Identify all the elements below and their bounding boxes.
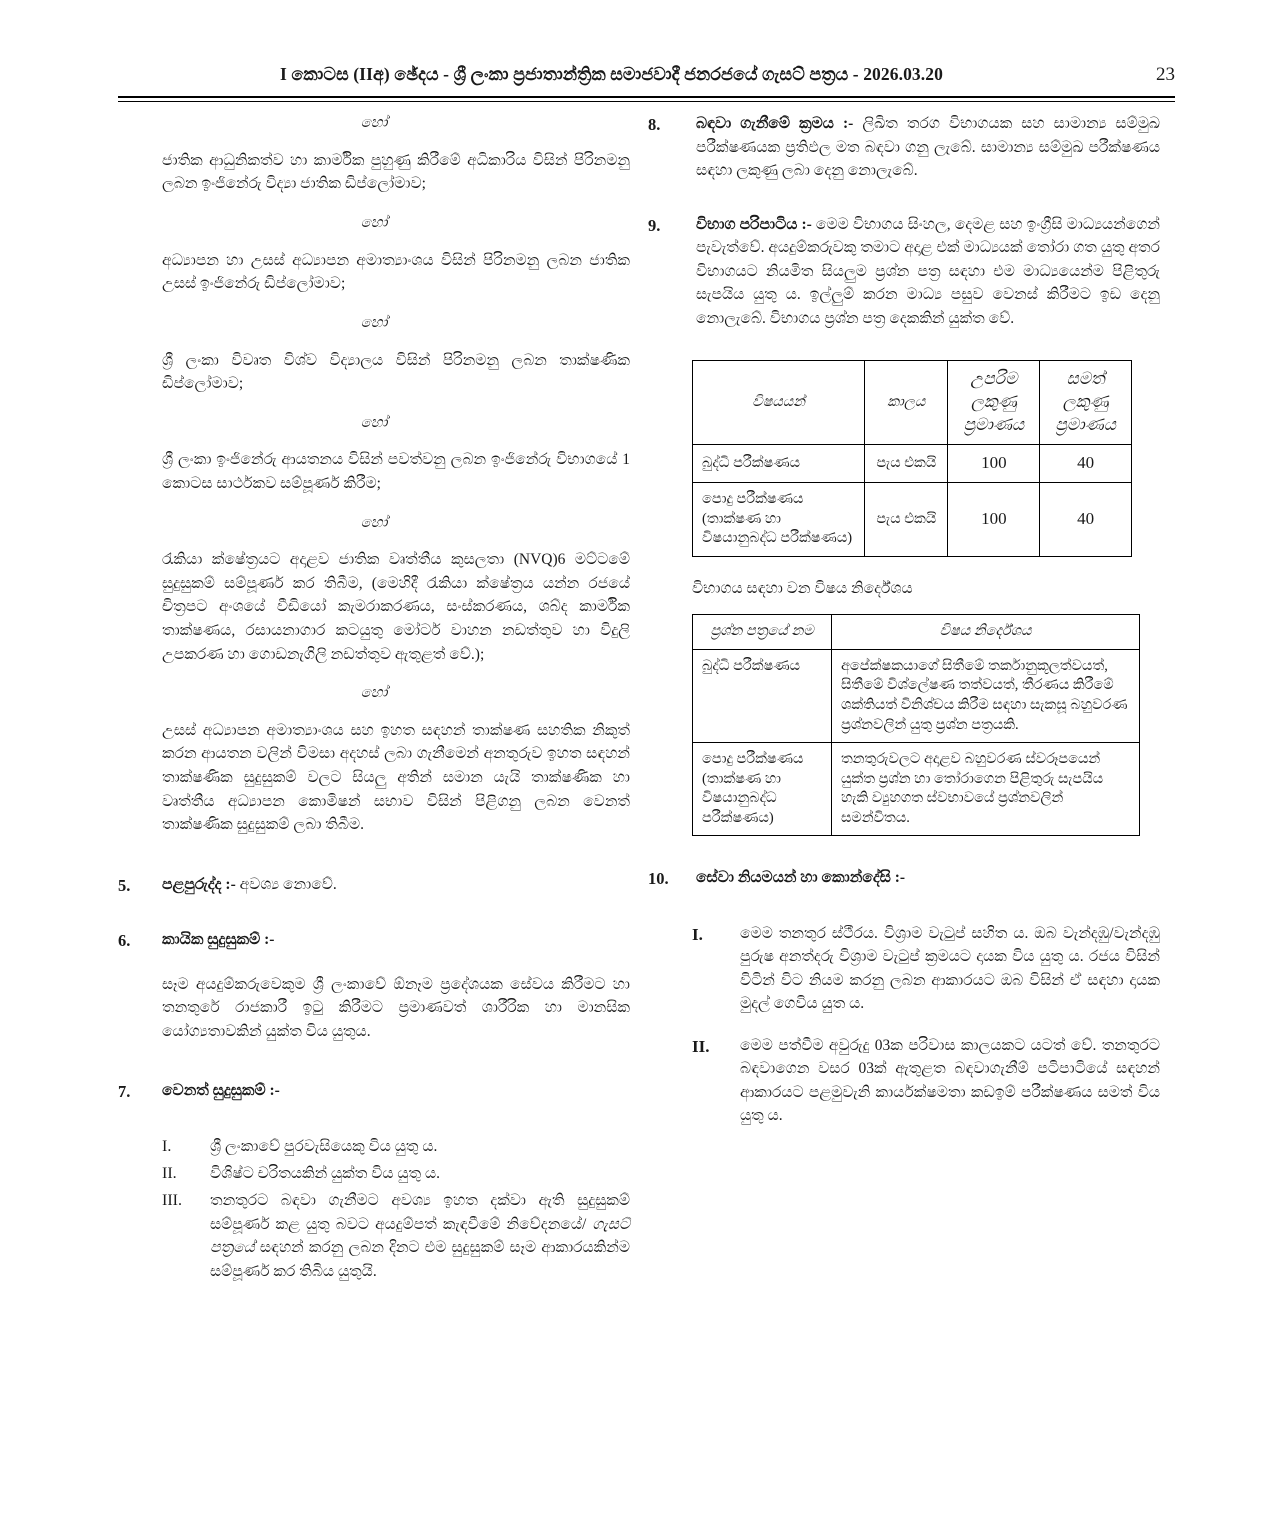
section-5-number: 5. — [118, 875, 131, 895]
qualification-paragraph-4: ශ්‍රී ලංකා ඉංජිනේරු ආයතනය විසින් පවත්වනු ලබන ඉංජිනේරු විභාගයේ 1 කොටස සාර්ථකව සම්පූර්ණ කිරීම; — [162, 451, 630, 493]
table-header-row — [693, 361, 1132, 445]
section-6-heading — [162, 928, 630, 952]
list-item — [648, 1034, 1160, 1128]
column-header-syllabus: විෂය නිර්දේශය — [832, 615, 1140, 650]
section-6-label: කායික සුදුසුකම් :- — [162, 930, 275, 948]
section-9-label: විභාග පරිපාටිය :- — [696, 215, 812, 233]
page-number: 23 — [1156, 64, 1175, 85]
list-item — [648, 922, 1160, 1016]
list-item — [118, 1189, 630, 1283]
table-row — [693, 445, 1132, 483]
spacer — [118, 963, 630, 973]
table-row — [693, 649, 1140, 742]
qualification-paragraph-6: උසස් අධ්‍යාපන අමාත්‍යාංශය සහ ඉහත සඳහන් තාක්ෂණ සහතික නිකුත් කරන ආයතන වලින් විමසා අදහස් ලබා ගැනීමෙන් අනතුරුව ඉහත සඳහන් තාක්ෂණික සුදුසුකම් වලට සියලු අතින් සමාන යැයි තාක්ෂණික හා වෘත්තීය අධ්‍යාපන කොමිෂන් සභාව විසින් පිළිගනු ලබන වෙනත් තාක්ෂණික සුදුසුකම් ලබා තිබීම. — [162, 721, 630, 834]
or-separator-5: හෝ — [360, 514, 388, 531]
list-item-numeral: I. — [162, 1137, 172, 1155]
cell-duration: පැය එකයි — [865, 445, 948, 483]
list-item-text-part2: සඳහන් කරනු ලබන දිනට එම සුදුසුකම් සෑම ආකාරයකින්ම සම්පූර්ණ කර තිබිය යුතුයි. — [210, 1239, 631, 1280]
spacer — [118, 1059, 630, 1079]
section-7-label: වෙනත් සුදුසුකම් :- — [162, 1082, 280, 1100]
or-separator-4: හෝ — [360, 414, 388, 431]
list-item-text — [210, 1189, 630, 1283]
spacer — [648, 193, 1160, 213]
cell-pass-marks: 40 — [1040, 483, 1132, 557]
section-7-heading — [162, 1079, 630, 1103]
list-item-text: මෙම තනතුර ස්ථීරය. විශ්‍රාම වැටුප් සහිත ය. ඔබ වැන්දඹු/වැන්දඹු පුරුෂ අනත්දරු විශ්‍රාම වැටුප් ක්‍රමයට දායක විය යුතු ය. රජය විසින් විටින් විට නියම කරනු ලබන ආකාරයට ඔබ විසින් ඒ සඳහා දායක මුදල් ගෙවිය යුත ය. — [740, 924, 1160, 1013]
spacer — [648, 340, 1160, 360]
table-row — [693, 483, 1132, 557]
list-item-numeral: II. — [162, 1164, 177, 1182]
section-8-text: ලිඛිත තරග විභාගයක සහ සාමාන්‍ය සම්මුඛ පරීක්ෂණයක ප්‍රතිඵල මත බඳවා ගනු ලැබේ. සාමාන්‍ය සම්මුඛ පරීක්ෂණය සඳහා ලකුණු ලබා දෙනු නොලැබේ. — [696, 115, 1161, 180]
cell-subject: පොදු පරීක්ෂණය (තාක්ෂණ හා විෂයානුබද්ධ පරීක්ෂණය) — [693, 483, 865, 557]
cell-subject: බුද්ධි පරීක්ෂණය — [693, 445, 865, 483]
spacer — [118, 908, 630, 928]
cell-syllabus: තනතුරුවලට අදාළව බහුවරණ ස්වරූපයෙන් යුක්ත ප්‍රශ්න හා තෝරාගෙන පිළිතුරු සැපයිය හැකි ව්‍යුහගත ස්වභාවයේ ප්‍රශ්නවලින් සමන්විතය. — [832, 743, 1140, 836]
spacer — [118, 1115, 630, 1135]
section-8-recruitment-method — [648, 112, 1160, 183]
section-6-number: 6. — [118, 930, 131, 950]
exam-marks-table — [692, 360, 1132, 556]
column-header-pass-marks: සමත් ලකුණු ප්‍රමාණය — [1040, 361, 1132, 445]
column-header-duration: කාලය — [865, 361, 948, 445]
section-8-body — [696, 112, 1160, 183]
spacer — [648, 836, 1160, 866]
section-8-number: 8. — [648, 115, 661, 134]
list-item-text: මෙම පත්වීම අවුරුදු 03ක පරිවාස කාලයකට යටත් වේ. තනතුරට බඳවාගෙන වසර 03ක් ඇතුළත බඳවාගැනීම් පටිපාටියේ සඳහන් ආකාරයට පළමුවැනි කාර්යක්ෂමතා කඩඉම් පරීක්ෂණය සමත් විය යුතු ය. — [740, 1036, 1160, 1125]
list-item-text: ශ්‍රී ලංකාවේ පුරවැසියෙකු විය යුතු ය. — [210, 1137, 438, 1155]
column-header-subjects: විෂයයන් — [693, 361, 865, 445]
section-5-label: පළපුරුද්ද :- — [162, 875, 236, 893]
section-7-number: 7. — [118, 1082, 131, 1102]
left-column — [118, 112, 630, 1286]
list-item-numeral: I. — [692, 924, 703, 944]
cell-duration: පැය එකයි — [865, 483, 948, 557]
cell-pass-marks: 40 — [1040, 445, 1132, 483]
section-9-text: මෙම විභාගය සිංහල, දෙමළ සහ ඉංග්‍රීසි මාධ්‍යයන්ගෙන් පැවැත්වේ. අයදුම්කරුවකු තමාට අදාළ එක් මාධ්‍යයක් තෝරා ගත යුතු අතර විභාගයට නියමිත සියලුම ප්‍රශ්න පත්‍ර සඳහා එම මාධ්‍යයෙන්ම පිළිතුරු සැපයිය යුතු ය. ඉල්ලුම් කරන මාධ්‍ය පසුව වෙනස් කිරීමට ඉඩ දෙනු නොලැබේ. විභාගය ප්‍රශ්න පත්‍ර දෙකකින් යුක්ත වේ. — [696, 215, 1160, 327]
syllabus-table — [692, 614, 1140, 836]
section-5-body — [162, 873, 630, 897]
section-5-experience — [118, 873, 630, 898]
table-header-row — [693, 615, 1140, 650]
list-item-numeral: II. — [692, 1036, 710, 1056]
spacer — [118, 853, 630, 873]
cell-max-marks: 100 — [948, 483, 1040, 557]
column-header-max-marks: උපරිම ලකුණු ප්‍රමාණය — [948, 361, 1040, 445]
list-item-text-emphasis: ගැසට් පත්‍රයේ — [210, 1215, 630, 1257]
section-7-other-qualifications — [118, 1079, 630, 1104]
cell-paper-name: බුද්ධි පරීක්ෂණය — [693, 649, 832, 742]
cell-syllabus: අපේක්ෂකයාගේ සිතීමේ තර්කානුකූලත්වයත්, සිතීමේ විශ්ලේෂණ තත්වයත්, තීරණය කිරීමේ ශක්තියත් විනිශ්චය කිරීම සඳහා සැකසූ බහුවරණ ප්‍රශ්නවලින් යුතු ප්‍රශ්න පත්‍රයකි. — [832, 649, 1140, 742]
cell-max-marks: 100 — [948, 445, 1040, 483]
section-10-label: සේවා නියමයන් හා කොන්දේසි :- — [696, 869, 906, 887]
section-5-text: අවශ්‍ය නොවේ. — [235, 875, 337, 893]
list-item-text-part1: තනතුරට බඳවා ගැනීමට අවශ්‍ය ඉහත දක්වා ඇති සුදුසුකම් සම්පූර්ණ කළ යුතු බවට අයදුම්පත් කැඳවීමේ නිවේදනයේ/ — [210, 1192, 630, 1233]
cell-paper-name: පොදු පරීක්ෂණය (තාක්ෂණ හා විෂයානුබද්ධ පරීක්ෂණය) — [693, 743, 832, 836]
table-row — [693, 743, 1140, 836]
spacer — [648, 557, 1160, 577]
right-column — [648, 112, 1160, 1131]
section-9-exam-procedure — [648, 213, 1160, 331]
page-header — [118, 64, 1175, 86]
spacer — [648, 902, 1160, 922]
section-10-heading — [696, 866, 1160, 890]
or-separator-2: හෝ — [360, 214, 388, 231]
list-item — [118, 1162, 630, 1186]
section-8-label: බඳවා ගැනීමේ ක්‍රමය :- — [696, 115, 854, 132]
qualification-paragraph-3: ශ්‍රී ලංකා විවෘත විශ්ව විද්‍යාලය විසින් පිරිනමනු ලබන තාක්ෂණික ඩිප්ලෝමාව; — [162, 351, 630, 393]
section-6-physical-qualifications — [118, 928, 630, 953]
syllabus-caption: විභාගය සඳහා වන විෂය නිර්දේශය — [692, 579, 913, 597]
or-separator-6: හෝ — [360, 685, 388, 702]
page-title: I කොටස (IIඅ) ඡේදය - ශ්‍රී ලංකා ප්‍රජාතාන්ත්‍රික සමාජවාදී ජනරජයේ ගැසට් පත්‍රය - 2026.03.20 — [280, 64, 943, 84]
qualification-paragraph-2: අධ්‍යාපන හා උසස් අධ්‍යාපන අමාත්‍යාංශය විසින් පිරිනමනු ලබන ජාතික උසස් ඉංජිනේරු ඩිප්ලෝමාව; — [162, 251, 630, 293]
column-header-paper-name: ප්‍රශ්න පත්‍රයේ නම — [693, 615, 832, 650]
list-item-numeral: III. — [162, 1192, 182, 1210]
list-item — [118, 1135, 630, 1159]
or-separator-3: හෝ — [360, 314, 388, 331]
section-10-service-terms — [648, 866, 1160, 891]
qualification-paragraph-1: ජාතික ආධුනිකත්ව හා කාර්මික පුහුණු කිරීමේ අධිකාරිය විසින් පිරිනමනු ලබන ඉංජිනේරු විද්‍යා ජාතික ඩිප්ලෝමාව; — [162, 151, 630, 193]
section-6-body: සෑම අයදුම්කරුවෙකුම ශ්‍රී ලංකාවේ ඕනෑම ප්‍රදේශයක සේවය කිරීමට හා තනතුරේ රාජකාරී ඉටු කිරීමට ප්‍රමාණවත් ශාරීරික හා මානසික යෝග්‍යතාවකින් යුක්ත විය යුතුය. — [162, 975, 630, 1040]
section-10-number: 10. — [648, 869, 669, 889]
section-9-number: 9. — [648, 215, 661, 235]
section-9-body — [696, 213, 1160, 331]
or-separator-1: හෝ — [360, 115, 388, 131]
list-item-text: විශිෂ්ට චරිතයකින් යුක්ත විය යුතු ය. — [210, 1164, 441, 1182]
qualification-paragraph-5: රැකියා ක්ෂේත්‍රයට අදාළව ජාතික වෘත්තීය කුසලතා (NVQ)6 මට්ටමේ සුදුසුකම් සම්පූර්ණ කර තිබීම, (මෙහිදී රැකියා ක්ෂේත්‍රය යන්න රජයේ චිත්‍රපට අංශයේ වීඩියෝ කැමරාකරණය, සංස්කරණය, ශබ්ද කාර්මික තාක්ෂණය, රසායනාගාර කටයුතු මෝටර් වාහන නඩත්තුව හා විදුලි උපකරණ හා ගොඩනැගිලි නඩත්තුව ඇතුළත් වේ.); — [162, 551, 630, 663]
header-divider — [118, 96, 1175, 102]
